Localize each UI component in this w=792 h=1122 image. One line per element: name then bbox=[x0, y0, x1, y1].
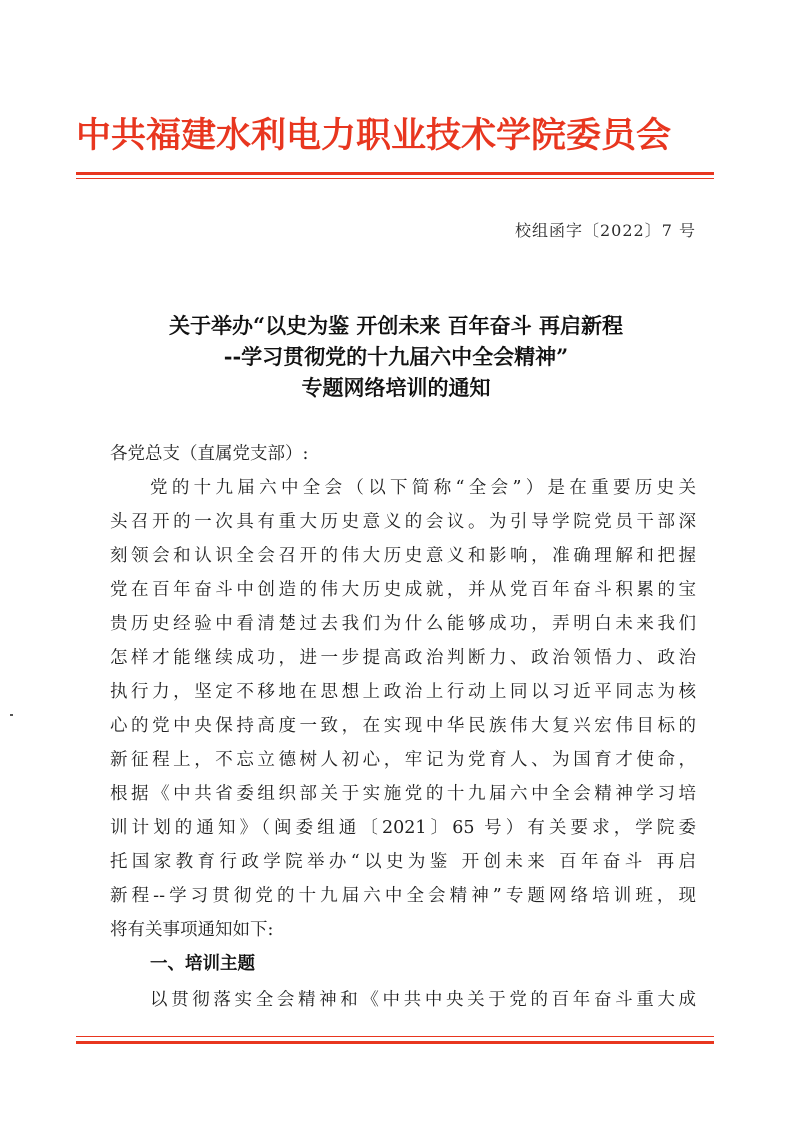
body-line: 刻领会和认识全会召开的伟大历史意义和影响，准确理解和把握 bbox=[110, 546, 696, 566]
body-line: 新程--学习贯彻党的十九届六中全会精神”专题网络培训班，现 bbox=[110, 886, 696, 906]
body-line: 执行力，坚定不移地在思想上政治上行动上同以习近平同志为核 bbox=[110, 682, 696, 702]
scan-mark bbox=[10, 714, 13, 716]
header-rule-thick bbox=[76, 172, 714, 175]
notice-title-line-1: 关于举办“以史为鉴 开创未来 百年奋斗 再启新程 bbox=[168, 313, 623, 338]
body-line: 贵历史经验中看清楚过去我们为什么能够成功，弄明白未来我们 bbox=[110, 614, 696, 634]
body-line: 党在百年奋斗中创造的伟大历史成就，并从党百年奋斗积累的宝 bbox=[110, 580, 696, 600]
header-rule-thin bbox=[76, 178, 714, 179]
body-line: 头召开的一次具有重大历史意义的会议。为引导学院党员干部深 bbox=[110, 512, 696, 532]
footer-rule-thin bbox=[76, 1036, 714, 1037]
footer-rule-thick bbox=[76, 1041, 714, 1044]
body-line: 托国家教育行政学院举办“以史为鉴 开创未来 百年奋斗 再启 bbox=[110, 852, 696, 872]
body-line: 新征程上，不忘立德树人初心，牢记为党育人、为国育才使命， bbox=[110, 750, 696, 770]
salutation: 各党总支（直属党支部）: bbox=[110, 444, 309, 464]
body-line: 心的党中央保持高度一致，在实现中华民族伟大复兴宏伟目标的 bbox=[110, 716, 696, 736]
body-line: 训计划的通知》（闽委组通〔2021〕65 号）有关要求，学院委 bbox=[110, 818, 696, 838]
body-line: 怎样才能继续成功，进一步提高政治判断力、政治领悟力、政治 bbox=[110, 648, 696, 668]
body-line: 将有关事项通知如下: bbox=[110, 920, 274, 940]
body-line: 党的十九届六中全会（以下简称“全会”）是在重要历史关 bbox=[150, 478, 696, 498]
body-line: 根据《中共省委组织部关于实施党的十九届六中全会精神学习培 bbox=[110, 784, 696, 804]
notice-title bbox=[90, 310, 702, 403]
body-line: 以贯彻落实全会精神和《中共中央关于党的百年奋斗重大成 bbox=[150, 990, 696, 1010]
section-heading-training-theme: 一、培训主题 bbox=[150, 954, 255, 974]
document-number: 校组函字〔2022〕7 号 bbox=[515, 221, 696, 240]
notice-title-line-2: --学习贯彻党的十九届六中全会精神” bbox=[223, 344, 569, 369]
organization-header: 中共福建水利电力职业技术学院委员会 bbox=[76, 116, 672, 156]
notice-title-line-3: 专题网络培训的通知 bbox=[301, 375, 491, 400]
